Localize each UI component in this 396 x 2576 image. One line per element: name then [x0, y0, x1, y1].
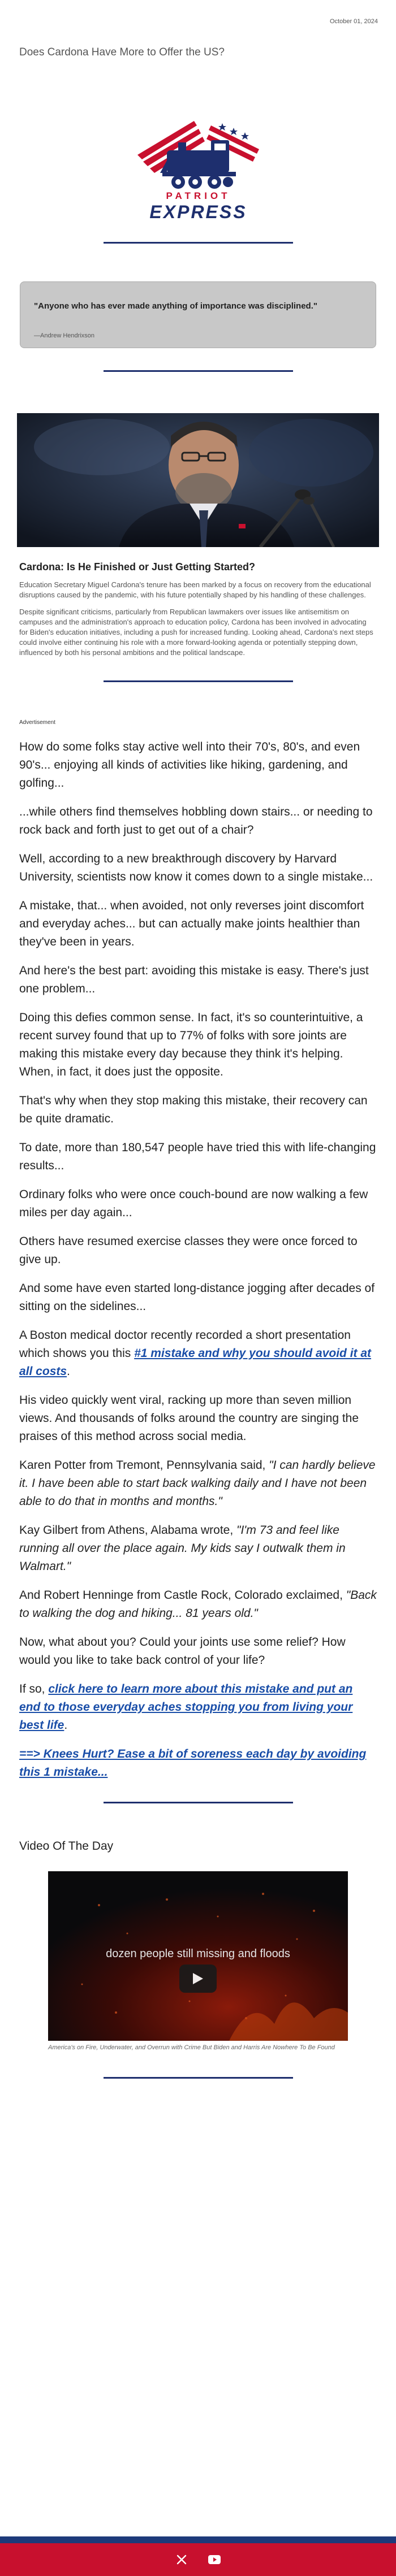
ad-paragraph: How do some folks stay active well into their 70's, 80's, and even 90's... enjoying all kinds of activities like hiking, gardening, and golfing...: [19, 740, 360, 790]
x-icon[interactable]: [175, 2553, 188, 2566]
ad-text: .: [67, 1365, 70, 1378]
portrait-photo-icon: [17, 413, 379, 547]
testimonial: [0, 1521, 396, 1576]
video-caption: America's on Fire, Underwater, and Overrun with Crime But Biden and Harris Are Nowhere To Be Found: [48, 2044, 335, 2051]
article-paragraph: Despite significant criticisms, particularly from Republican lawmakers over issues like antisemitism on campuses and the administration's approach to education policy, Cardona has been involved in advocating for Biden's education initiatives, including a push for increased funding. Looking ahead, Cardona's next steps could involve either continuing his role with a more forward-looking agenda or potentially stepping down, influenced by both his personal ambitions and the political landscape.: [19, 608, 373, 657]
article-paragraph: Education Secretary Miguel Cardona's tenure has been marked by a focus on recovery from the educational disruptions caused by the pandemic, with his future potentially shaped by his handling of these challenges.: [19, 580, 371, 599]
article-headline: Cardona: Is He Finished or Just Getting Started?: [19, 561, 256, 573]
article-hero-image: [17, 413, 379, 547]
ad-paragraph: And here's the best part: avoiding this mistake is easy. There's just one problem...: [19, 964, 369, 995]
ad-paragraph: That's why when they stop making this mistake, their recovery can be quite dramatic.: [19, 1094, 368, 1125]
learn-more-link[interactable]: click here to learn more about this mistake and put an end to those everyday aches stopping you from living your best life: [19, 1682, 353, 1732]
ad-text: If so,: [19, 1682, 49, 1695]
knees-hurt-link[interactable]: ==> Knees Hurt? Ease a bit of soreness each day by avoiding this 1 mistake...: [19, 1747, 367, 1779]
ad-text: .: [64, 1719, 68, 1732]
quote-text: "Anyone who has ever made anything of importance was disciplined.": [34, 301, 317, 311]
video-overlay-text: dozen people still missing and floods: [106, 1948, 290, 1960]
quote-box: [20, 281, 376, 348]
advertisement-body: [0, 738, 396, 1781]
logo-line2: EXPRESS: [149, 202, 247, 222]
ad-paragraph: Well, according to a new breakthrough discovery by Harvard University, scientists now know it comes down to a single mistake...: [19, 852, 373, 883]
testimonial-quote: "Back to walking the dog and hiking... 81 years old.": [19, 1589, 377, 1620]
patriot-express-logo: [126, 115, 270, 223]
ad-paragraph: ...while others find themselves hobbling down stairs... or needing to rock back and forth just to get out of a chair?: [19, 805, 373, 836]
divider: [104, 2077, 293, 2079]
ad-paragraph: Now, what about you? Could your joints use some relief? How would you like to take back control of your life?: [19, 1636, 346, 1667]
ad-paragraph: A mistake, that... when avoided, not only reverses joint discomfort and everyday aches... but can actually make joints healthier than they've been in years.: [19, 899, 364, 948]
logo-line1: PATRIOT: [165, 190, 231, 201]
footer-navy-band: [0, 2536, 396, 2543]
quote-author: —Andrew Hendrixson: [34, 332, 94, 339]
advertisement-label: Advertisement: [19, 719, 55, 726]
ad-paragraph: Doing this defies common sense. In fact, it's so counterintuitive, a recent survey found that up to 77% of folks with sore joints are making this mistake every day because they think it's helping. When, in fact, it does just the opposite.: [19, 1011, 363, 1078]
email-subject: Does Cardona Have More to Offer the US?: [19, 46, 225, 58]
play-icon: [192, 1972, 204, 1985]
video-section-title: Video Of The Day: [19, 1840, 114, 1853]
final-cta-paragraph: [0, 1745, 396, 1781]
mistake-video-link[interactable]: #1 mistake and why you should avoid it at all costs: [19, 1347, 372, 1378]
testimonial: [0, 1456, 396, 1511]
testimonial-author: Karen Potter from Tremont, Pennsylvania said,: [19, 1459, 269, 1472]
ad-text: A Boston medical doctor recently recorded a short presentation which shows you this: [19, 1329, 351, 1360]
play-button[interactable]: [179, 1964, 217, 1993]
video-thumbnail[interactable]: [48, 1871, 348, 2041]
email-footer: [0, 2536, 396, 2576]
ad-paragraph: His video quickly went viral, racking up more than seven million views. And thousands of folks around the country are singing the praises of this method across social media.: [19, 1394, 359, 1443]
cta-paragraph: [0, 1680, 396, 1734]
testimonial-author: Kay Gilbert from Athens, Alabama wrote,: [19, 1524, 237, 1537]
youtube-icon[interactable]: [208, 2553, 221, 2566]
ad-paragraph: Ordinary folks who were once couch-bound are now walking a few miles per day again...: [19, 1188, 368, 1219]
testimonial-author: And Robert Henninge from Castle Rock, Colorado exclaimed,: [19, 1589, 346, 1602]
ad-paragraph: To date, more than 180,547 people have tried this with life-changing results...: [19, 1141, 376, 1172]
train-logo-icon: [126, 115, 270, 223]
ad-paragraph: Others have resumed exercise classes they were once forced to give up.: [19, 1235, 358, 1266]
ad-paragraph-boston: [0, 1326, 396, 1381]
ad-paragraph: And some have even started long-distance jogging after decades of sitting on the sidelines...: [19, 1282, 375, 1313]
testimonial-quote: "I'm 73 and feel like running all over the place again. My kids say I outwalk them in Walmart.": [19, 1524, 346, 1573]
footer-social-bar: [0, 2543, 396, 2576]
email-date: October 01, 2024: [329, 18, 378, 25]
testimonial: [0, 1586, 396, 1623]
testimonial-quote: "I can hardly believe it. I have been able to start back walking daily and I have not been able to do that in months and months.": [19, 1459, 376, 1508]
